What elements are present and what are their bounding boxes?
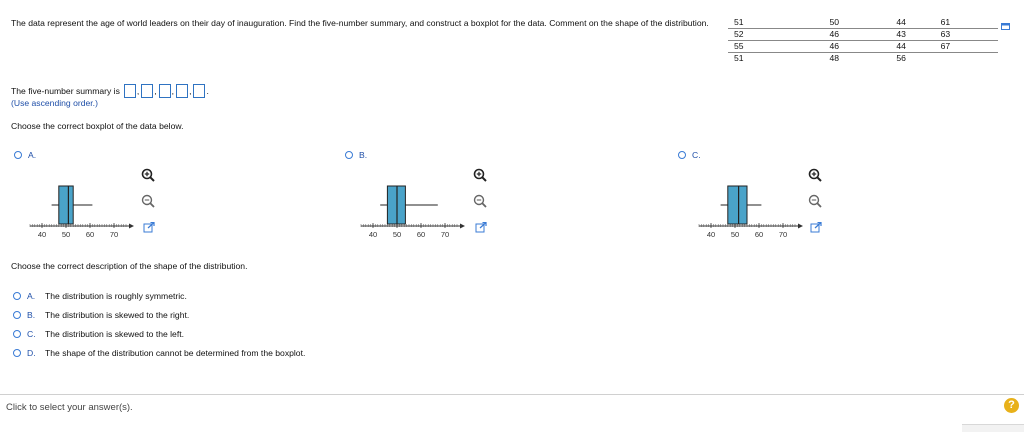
option-letter: B. [359, 150, 368, 160]
radio-button[interactable] [13, 292, 21, 300]
table-cell: 50 [801, 17, 868, 29]
answer-input-q3[interactable] [176, 84, 188, 98]
expand-icon[interactable] [810, 222, 822, 234]
boxplot-prompt: Choose the correct boxplot of the data below. [11, 121, 184, 131]
table-row [728, 17, 998, 29]
expand-icon[interactable] [475, 222, 487, 234]
table-row [728, 41, 998, 53]
boxplot-chart-a [28, 178, 138, 243]
shape-option-c[interactable] [13, 329, 184, 339]
tick-label: 70 [778, 230, 788, 239]
ascending-hint: (Use ascending order.) [11, 98, 98, 108]
separator: , [154, 86, 157, 96]
tick-label: 50 [392, 230, 402, 239]
zoom-in-icon[interactable] [808, 168, 822, 182]
table-cell: 67 [935, 41, 998, 53]
zoom-in-icon[interactable] [141, 168, 155, 182]
table-row [728, 29, 998, 41]
boxplot-chart-c [697, 178, 807, 243]
boxplot-option-a[interactable] [14, 150, 36, 160]
shape-option-b[interactable] [13, 310, 189, 320]
shape-option-a[interactable] [13, 291, 187, 301]
radio-button[interactable] [678, 151, 686, 159]
radio-button[interactable] [13, 330, 21, 338]
option-letter: C. [27, 329, 36, 339]
zoom-out-icon[interactable] [141, 194, 155, 208]
zoom-out-icon[interactable] [808, 194, 822, 208]
table-cell [935, 53, 998, 65]
tick-label: 50 [730, 230, 740, 239]
option-text: The distribution is roughly symmetric. [45, 291, 187, 301]
table-cell: 44 [868, 41, 935, 53]
option-letter: B. [27, 310, 36, 320]
five-number-label: The five-number summary is [11, 86, 120, 96]
option-letter: C. [692, 150, 701, 160]
separator: . [206, 86, 209, 96]
table-cell: 51 [734, 53, 744, 63]
box [59, 186, 73, 224]
option-text: The distribution is skewed to the left. [45, 329, 185, 339]
radio-button[interactable] [13, 311, 21, 319]
radio-button[interactable] [345, 151, 353, 159]
footer-divider [0, 394, 1024, 395]
option-letter: A. [28, 150, 37, 160]
answer-input-min[interactable] [124, 84, 136, 98]
table-cell: 48 [829, 53, 840, 63]
shape-prompt: Choose the correct description of the shape of the distribution. [11, 261, 248, 271]
help-icon[interactable]: ? [1004, 398, 1019, 413]
separator: , [189, 86, 192, 96]
tick-label: 60 [416, 230, 426, 239]
box [387, 186, 405, 224]
copy-icon[interactable] [1001, 23, 1010, 30]
expand-icon[interactable] [143, 222, 155, 234]
tick-label: 70 [440, 230, 450, 239]
table-cell: 46 [801, 29, 868, 41]
tick-label: 40 [706, 230, 716, 239]
option-text: The distribution is skewed to the right. [45, 310, 190, 320]
table-cell: 44 [868, 17, 935, 29]
tick-label: 50 [61, 230, 71, 239]
axis-arrow [460, 224, 465, 229]
boxplot-option-c[interactable] [678, 150, 701, 160]
axis-arrow [798, 224, 803, 229]
tick-label: 40 [368, 230, 378, 239]
boxplot-chart-b [359, 178, 469, 243]
table-cell: 52 [728, 29, 801, 41]
data-table [728, 17, 998, 64]
table-cell: 55 [728, 41, 801, 53]
answer-input-q1[interactable] [141, 84, 153, 98]
boxplot-option-b[interactable] [345, 150, 367, 160]
option-text: The shape of the distribution cannot be determined from the boxplot. [45, 348, 306, 358]
five-number-summary [11, 84, 209, 98]
table-cell: 51 [728, 17, 801, 29]
option-letter: A. [27, 291, 36, 301]
table-cell: 43 [868, 29, 935, 41]
radio-button[interactable] [14, 151, 22, 159]
tick-label: 60 [754, 230, 764, 239]
table-cell: 46 [801, 41, 868, 53]
answer-input-median[interactable] [159, 84, 171, 98]
tick-label: 70 [109, 230, 119, 239]
zoom-out-icon[interactable] [473, 194, 487, 208]
axis-arrow [129, 224, 134, 229]
option-letter: D. [27, 348, 36, 358]
table-cell: 56 [896, 53, 906, 63]
radio-button[interactable] [13, 349, 21, 357]
shape-option-d[interactable] [13, 348, 305, 358]
separator: , [171, 86, 175, 96]
table-row [728, 53, 998, 65]
tick-label: 40 [37, 230, 47, 239]
zoom-in-icon[interactable] [473, 168, 487, 182]
question-text: The data represent the age of world leaders on their day of inauguration. Find the five-number summary, and construct a boxplot for the data. Comment on the shape of the distribution. [11, 18, 709, 28]
tick-label: 60 [85, 230, 95, 239]
footer-instruction: Click to select your answer(s). [6, 402, 133, 413]
answer-input-max[interactable] [193, 84, 205, 98]
box [728, 186, 747, 224]
separator: , [136, 86, 140, 96]
table-cell: 63 [935, 29, 998, 41]
table-cell: 61 [935, 17, 998, 29]
